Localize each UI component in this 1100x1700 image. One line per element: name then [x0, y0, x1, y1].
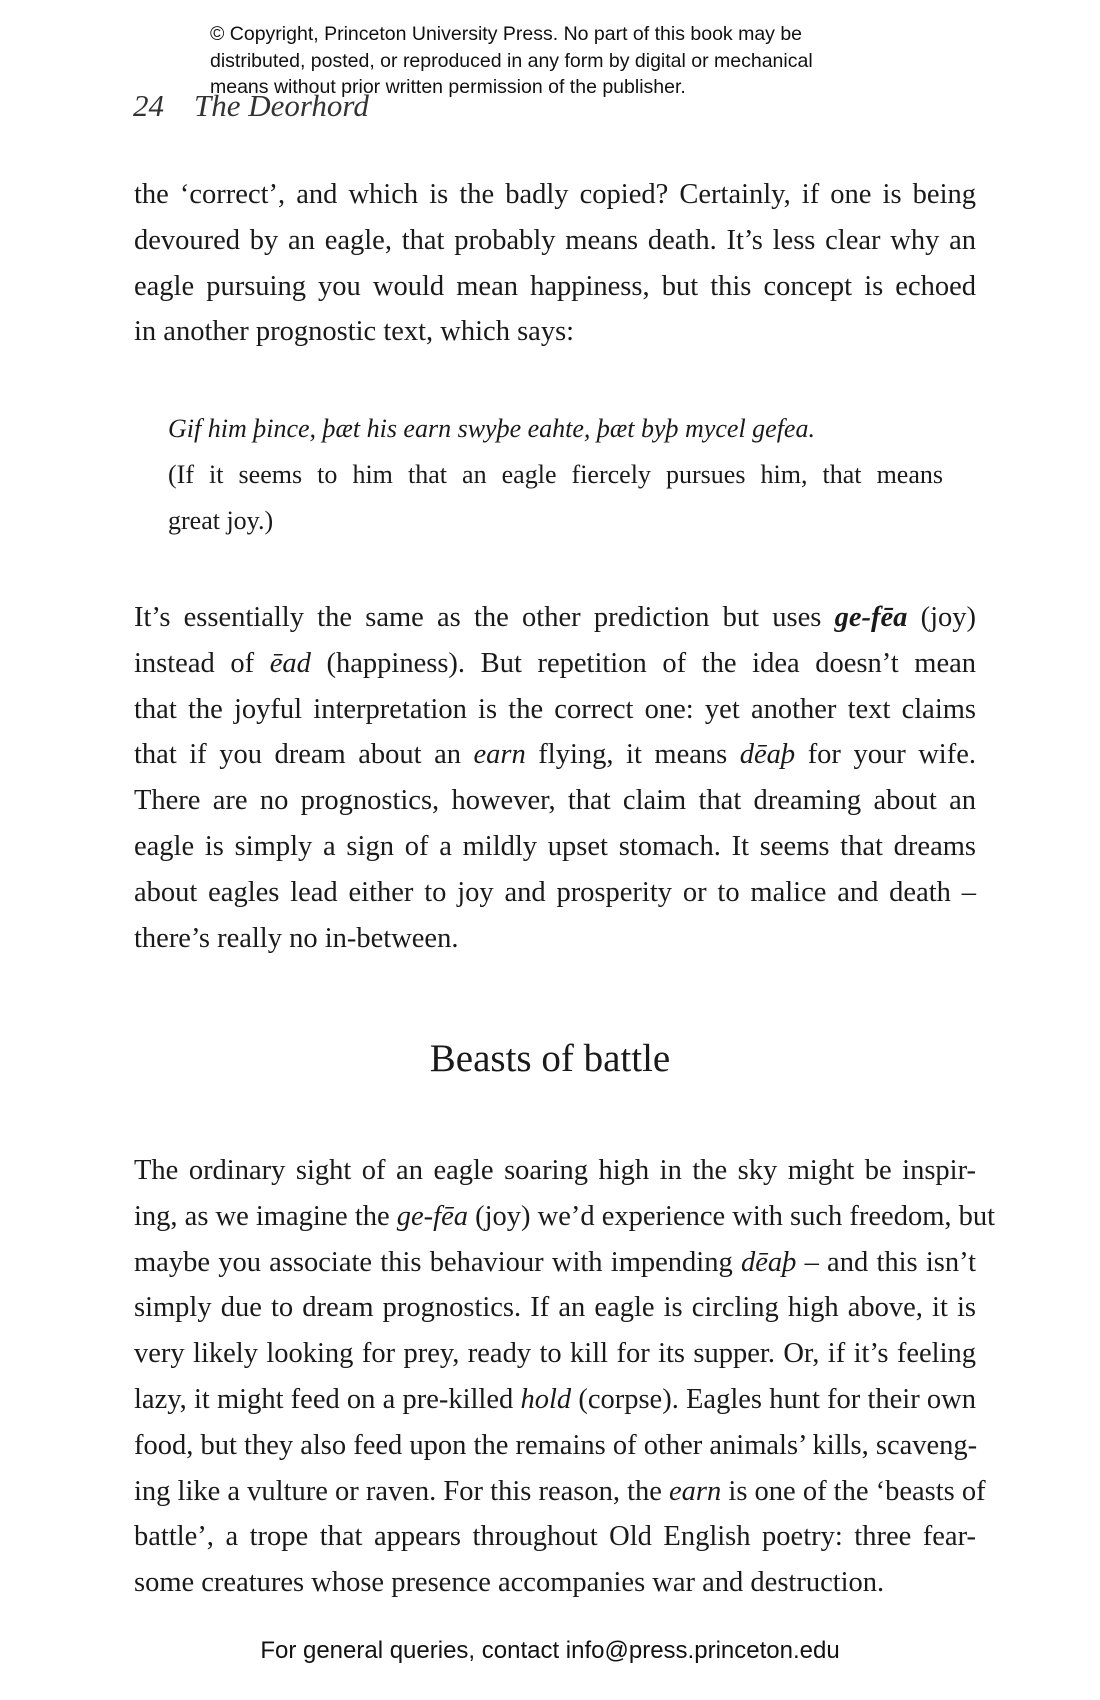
text-line: [134, 1194, 996, 1240]
text-line: very likely looking for prey, ready to kill for its supper. Or, if it’s feeling: [134, 1338, 976, 1370]
old-english-term: earn: [669, 1475, 722, 1507]
copyright-line: © Copyright, Princeton University Press. No part of this book may be: [210, 23, 803, 45]
old-english-term: ge-fēa: [396, 1200, 468, 1232]
text-run: (happiness). But repetition of the idea doesn’t mean: [310, 647, 977, 679]
text-run: ing like a vulture or raven. For this reason, the: [134, 1475, 670, 1507]
book-title: The Deorhord: [194, 88, 369, 123]
copyright-line: means without prior written permission of the publisher.: [210, 76, 686, 98]
footer-contact: For general queries, contact info@press.princeton.edu: [260, 1637, 840, 1664]
text-run: that if you dream about an: [134, 739, 474, 771]
text-run: is one of the ‘beasts of: [721, 1475, 986, 1507]
old-english-term: hold: [520, 1383, 572, 1415]
paragraph-2: [134, 595, 976, 961]
page-number: 24: [133, 88, 164, 123]
paragraph-3: [134, 1148, 996, 1606]
text-run: lazy, it might feed on a pre-killed: [134, 1383, 521, 1415]
text-line: food, but they also feed upon the remains of other animals’ kills, scaveng-: [134, 1429, 978, 1461]
text-line: there’s really no in-between.: [134, 922, 459, 954]
text-line: eagle is simply a sign of a mildly upset stomach. It seems that dreams: [134, 830, 976, 862]
running-head: [133, 88, 369, 124]
quote-translation-line: (If it seems to him that an eagle fiercely pursues him, that means: [168, 460, 943, 489]
text-run: (joy): [907, 602, 976, 633]
text-line: [134, 1240, 976, 1286]
text-line: about eagles lead either to joy and prosperity or to malice and death –: [134, 876, 976, 908]
text-line: There are no prognostics, however, that claim that dreaming about an: [134, 785, 976, 817]
text-run: (joy) we’d experience with such freedom, but: [467, 1200, 996, 1232]
text-line: The ordinary sight of an eagle soaring high in the sky might be inspir-: [134, 1155, 976, 1186]
text-run: flying, it means: [525, 739, 740, 771]
text-line: simply due to dream prognostics. If an eagle is circling high above, it is: [134, 1292, 976, 1324]
text-line: in another prognostic text, which says:: [134, 316, 575, 348]
copyright-line: distributed, posted, or reproduced in any form by digital or mechanical: [210, 49, 813, 72]
text-line: some creatures whose presence accompanies war and destruction.: [134, 1567, 885, 1599]
text-line: eagle pursuing you would mean happiness, but this concept is echoed: [134, 270, 976, 302]
old-english-term: ge-fēa: [834, 602, 908, 633]
text-run: ing, as we imagine the: [134, 1200, 397, 1232]
text-line: devoured by an eagle, that probably means death. It’s less clear why an: [134, 224, 976, 256]
text-run: It’s essentially the same as the other prediction but uses: [134, 602, 835, 633]
text-run: for your wife.: [795, 739, 976, 771]
text-line: [134, 1469, 986, 1515]
block-quote: [168, 406, 943, 544]
text-line: [134, 732, 976, 778]
text-run: instead of: [134, 647, 270, 679]
old-english-term: dēaþ: [740, 1246, 797, 1278]
old-english-quote: Gif him þince, þæt his earn swyþe eahte, þæt byþ mycel gefea.: [168, 414, 815, 443]
text-run: maybe you associate this behaviour with impending: [134, 1246, 741, 1278]
section-heading: Beasts of battle: [429, 1037, 671, 1080]
text-line: that the joyful interpretation is the correct one: yet another text claims: [134, 693, 976, 725]
text-line: [134, 595, 976, 641]
old-english-term: dēaþ: [739, 739, 796, 771]
paragraph-1: [134, 172, 976, 355]
text-run: (corpse). Eagles hunt for their own: [571, 1383, 977, 1415]
text-line: [134, 1377, 976, 1423]
old-english-term: ēad: [269, 647, 311, 679]
quote-translation-line: great joy.): [168, 506, 274, 535]
text-run: – and this isn’t: [796, 1246, 977, 1278]
old-english-term: earn: [473, 739, 526, 771]
text-line: [134, 641, 976, 687]
text-line: battle’, a trope that appears throughout Old English poetry: three fear-: [134, 1521, 976, 1553]
text-line: the ‘correct’, and which is the badly copied? Certainly, if one is being: [134, 179, 976, 210]
